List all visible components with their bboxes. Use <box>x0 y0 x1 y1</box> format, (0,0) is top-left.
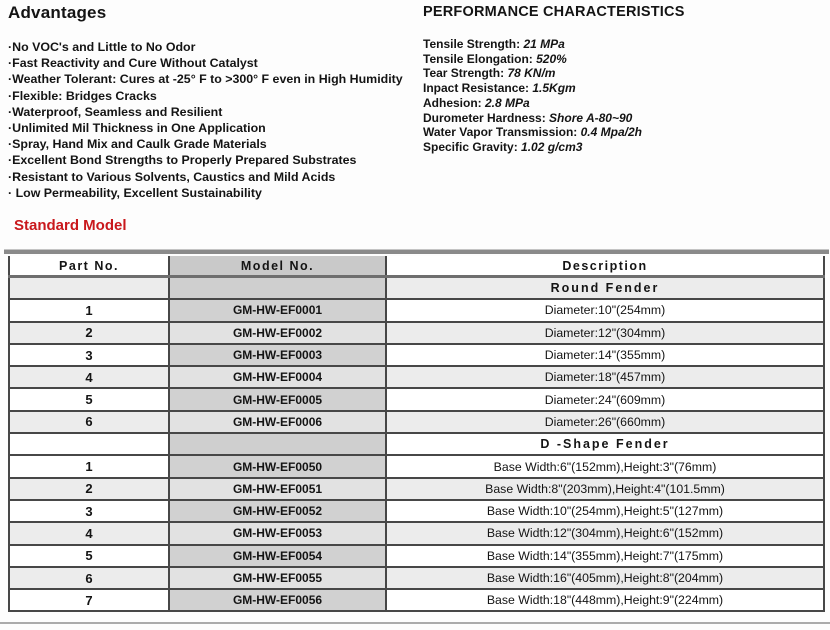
part-no-cell: 1 <box>9 299 169 321</box>
advantages-section <box>8 3 414 201</box>
model-table <box>8 256 825 612</box>
part-no-cell: 6 <box>9 567 169 589</box>
spec-value: 0.4 Mpa/2h <box>580 125 642 140</box>
advantage-item: ·Excellent Bond Strengths to Properly Prepared Substrates <box>8 153 357 168</box>
standard-model-title: Standard Model <box>14 217 127 234</box>
table-row <box>9 411 824 433</box>
description-cell: Base Width:16"(405mm),Height:8"(204mm) <box>386 567 824 589</box>
empty-part-cell <box>9 277 169 300</box>
table-row <box>9 322 824 344</box>
table-row <box>9 522 824 544</box>
spec-value: 78 KN/m <box>507 66 556 81</box>
table-row <box>9 344 824 366</box>
table-row <box>9 478 824 500</box>
standard-model-table <box>8 249 825 612</box>
section-name-cell: Round Fender <box>386 277 824 300</box>
spec-value: 1.02 g/cm3 <box>521 139 583 154</box>
performance-section <box>423 4 823 155</box>
model-no-cell: GM-HW-EF0005 <box>169 388 386 410</box>
model-no-cell: GM-HW-EF0003 <box>169 344 386 366</box>
model-no-cell: GM-HW-EF0004 <box>169 366 386 388</box>
table-row <box>9 388 824 410</box>
part-no-cell: 2 <box>9 322 169 344</box>
spec-label: Tensile Strength: <box>423 37 524 51</box>
model-table-body <box>9 277 824 612</box>
advantage-item: ·No VOC's and Little to No Odor <box>8 40 196 54</box>
description-cell: Base Width:18"(448mm),Height:9"(224mm) <box>386 589 824 611</box>
table-row <box>9 545 824 567</box>
description-cell: Base Width:6"(152mm),Height:3"(76mm) <box>386 455 824 477</box>
spec-row <box>423 81 823 96</box>
empty-model-cell <box>169 433 386 455</box>
table-row <box>9 589 824 611</box>
model-no-cell: GM-HW-EF0055 <box>169 567 386 589</box>
spec-label: Durometer Hardness: <box>423 110 550 125</box>
table-row <box>9 299 824 321</box>
col-header-part-no: Part No. <box>9 256 169 277</box>
performance-list <box>423 37 823 155</box>
section-header-row <box>9 277 824 300</box>
model-no-cell: GM-HW-EF0052 <box>169 500 386 522</box>
spec-label: Specific Gravity: <box>423 139 522 154</box>
advantage-item: ·Unlimited Mil Thickness in One Application <box>8 121 266 136</box>
advantage-item: · Low Permeability, Excellent Sustainability <box>8 185 262 200</box>
advantage-item: ·Fast Reactivity and Cure Without Catalyst <box>8 56 258 71</box>
section-header-row <box>9 433 824 455</box>
description-cell: Diameter:10"(254mm) <box>386 299 824 321</box>
table-row <box>9 455 824 477</box>
spec-label: Tear Strength: <box>423 66 508 81</box>
spec-row <box>423 66 823 81</box>
model-no-cell: GM-HW-EF0053 <box>169 522 386 544</box>
spec-value: 1.5Kgm <box>532 81 576 96</box>
description-cell: Base Width:8"(203mm),Height:4"(101.5mm) <box>386 478 824 500</box>
part-no-cell: 7 <box>9 589 169 611</box>
description-cell: Base Width:12"(304mm),Height:6"(152mm) <box>386 522 824 544</box>
advantage-item: ·Weather Tolerant: Cures at -25° F to >300° F even in High Humidity <box>8 72 403 87</box>
advantage-item: ·Waterproof, Seamless and Resilient <box>8 104 223 119</box>
spec-row <box>423 37 823 52</box>
model-no-cell: GM-HW-EF0001 <box>169 299 386 321</box>
spec-row <box>423 140 823 155</box>
section-name-cell: D -Shape Fender <box>386 433 824 455</box>
performance-title: PERFORMANCE CHARACTERISTICS <box>423 4 685 20</box>
part-no-cell: 5 <box>9 545 169 567</box>
spec-row <box>423 125 823 140</box>
col-header-model-no: Model No. <box>169 256 386 277</box>
part-no-cell: 1 <box>9 455 169 477</box>
description-cell: Diameter:18"(457mm) <box>386 366 824 388</box>
advantages-title: Advantages <box>8 3 107 22</box>
advantage-item: ·Spray, Hand Mix and Caulk Grade Materials <box>8 137 267 152</box>
model-no-cell: GM-HW-EF0002 <box>169 322 386 344</box>
model-no-cell: GM-HW-EF0050 <box>169 455 386 477</box>
part-no-cell: 5 <box>9 388 169 410</box>
spec-value: 520% <box>536 51 567 66</box>
empty-model-cell <box>169 277 386 300</box>
spec-label: Inpact Resistance: <box>423 81 533 96</box>
part-no-cell: 2 <box>9 478 169 500</box>
spec-label: Tensile Elongation: <box>423 51 537 66</box>
spec-row <box>423 52 823 67</box>
description-cell: Base Width:10"(254mm),Height:5"(127mm) <box>386 500 824 522</box>
spec-label: Water Vapor Transmission: <box>423 125 581 140</box>
advantages-list <box>8 39 414 201</box>
spec-label: Adhesion: <box>423 95 485 110</box>
part-no-cell: 6 <box>9 411 169 433</box>
table-row <box>9 500 824 522</box>
table-top-bar <box>4 249 829 254</box>
spec-value: Shore A-80~90 <box>549 110 633 125</box>
model-no-cell: GM-HW-EF0006 <box>169 411 386 433</box>
part-no-cell: 3 <box>9 344 169 366</box>
part-no-cell: 4 <box>9 366 169 388</box>
bottom-rule <box>0 622 830 624</box>
part-no-cell: 3 <box>9 500 169 522</box>
model-no-cell: GM-HW-EF0054 <box>169 545 386 567</box>
description-cell: Diameter:24"(609mm) <box>386 388 824 410</box>
part-no-cell: 4 <box>9 522 169 544</box>
table-header-row <box>9 256 824 277</box>
spec-value: 2.8 MPa <box>485 95 530 110</box>
description-cell: Diameter:12"(304mm) <box>386 322 824 344</box>
description-cell: Diameter:26"(660mm) <box>386 411 824 433</box>
advantage-item: ·Resistant to Various Solvents, Caustics and Mild Acids <box>8 169 336 184</box>
spec-value: 21 MPa <box>523 37 565 51</box>
empty-part-cell <box>9 433 169 455</box>
spec-row <box>423 111 823 126</box>
model-no-cell: GM-HW-EF0056 <box>169 589 386 611</box>
model-no-cell: GM-HW-EF0051 <box>169 478 386 500</box>
spec-row <box>423 96 823 111</box>
table-row <box>9 366 824 388</box>
col-header-description: Description <box>386 256 824 277</box>
description-cell: Diameter:14"(355mm) <box>386 344 824 366</box>
table-row <box>9 567 824 589</box>
description-cell: Base Width:14"(355mm),Height:7"(175mm) <box>386 545 824 567</box>
advantage-item: ·Flexible: Bridges Cracks <box>8 88 157 103</box>
